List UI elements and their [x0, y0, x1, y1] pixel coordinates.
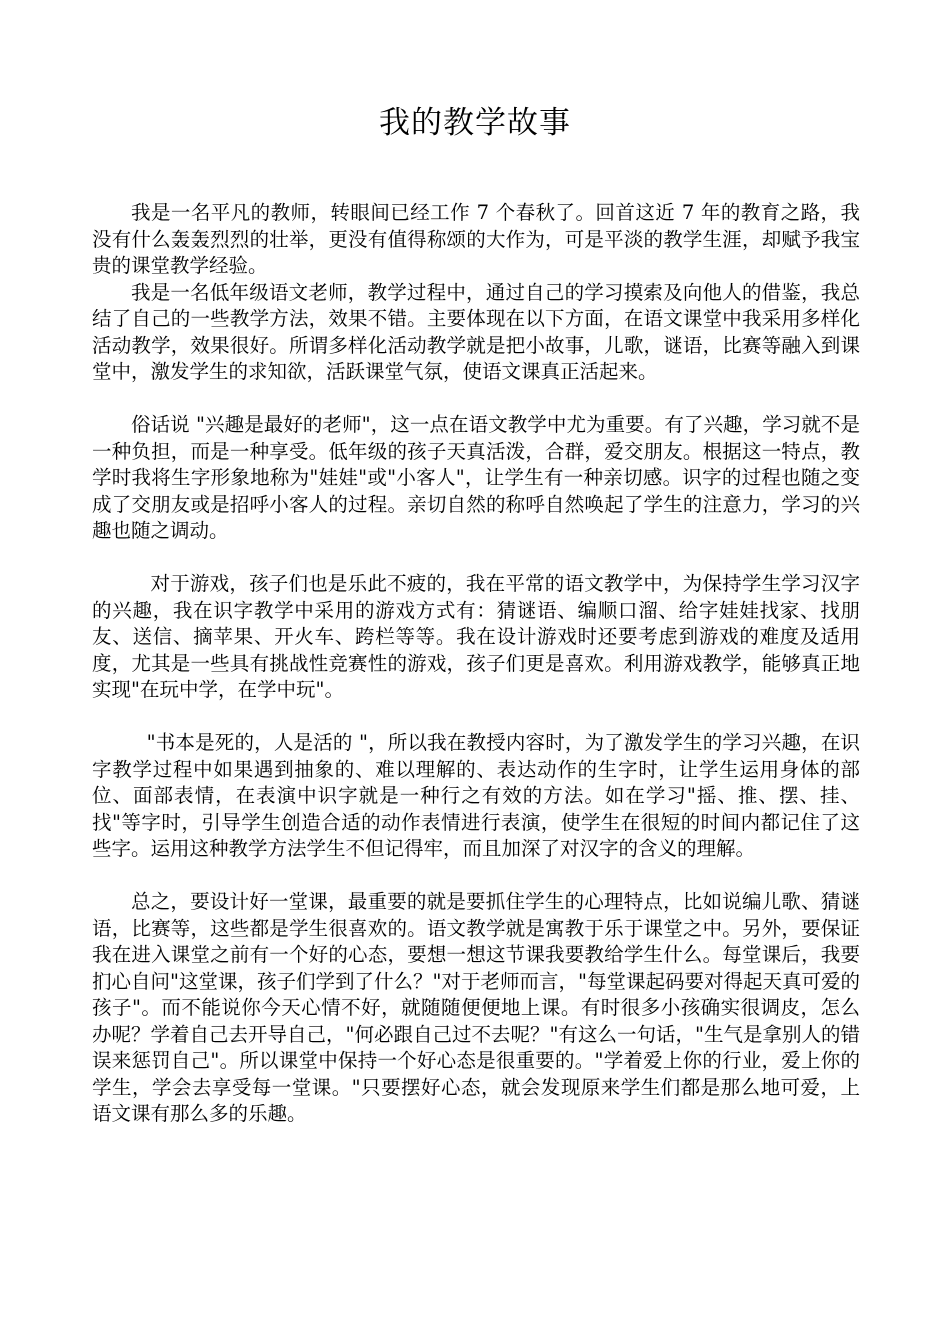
paragraph-methods: 我是一名低年级语文老师，教学过程中，通过自己的学习摸索及向他人的借鉴，我总结了自己的一些教学方法，效果不错。主要体现在以下方面，在语文课堂中我采用多样化活动教学，效果很好。所谓多样化活动教学就是把小故事，儿歌，谜语，比赛等融入到课堂中，激发学生的求知欲，活跃课堂气氛，使语文课真正活起来。 [92, 280, 860, 383]
paragraph-performance: "书本是死的，人是活的 "，所以我在教授内容时，为了激发学生的学习兴趣，在识字教学过程中如果遇到抽象的、难以理解的、表达动作的生字时，让学生运用身体的部位、面部表情，在表演中识字就是一种行之有效的方法。如在学习"摇、推、摆、挂、找"等字时，引导学生创造合适的动作表情进行表演，使学生在很短的时间内都记住了这些字。运用这种教学方法学生不但记得牢，而且加深了对汉字的含义的理解。 [92, 731, 860, 860]
document-title: 我的教学故事 [379, 105, 571, 141]
paragraph-conclusion: 总之，要设计好一堂课，最重要的就是要抓住学生的心理特点，比如说编儿歌、猜谜语，比赛等，这些都是学生很喜欢的。语文教学就是寓教于乐于课堂之中。另外，要保证我在进入课堂之前有一个好的心态，要想一想这节课我要教给学生什么。每堂课后，我要扪心自问"这堂课，孩子们学到了什么？"对于老师而言，"每堂课起码要对得起天真可爱的孩子"。而不能说你今天心情不好，就随随便便地上课。有时很多小孩确实很调皮，怎么办呢？学着自己去开导自己，"何必跟自己过不去呢？"有这么一句话，"生气是拿别人的错误来惩罚自己"。所以课堂中保持一个好心态是很重要的。"学着爱上你的行业，爱上你的学生，学会去享受每一堂课。"只要摆好心态，就会发现原来学生们都是那么地可爱，上语文课有那么多的乐趣。 [92, 890, 860, 1125]
paragraph-intro: 我是一名平凡的教师，转眼间已经工作 7 个春秋了。回首这近 7 年的教育之路，我没有什么轰轰烈烈的壮举，更没有值得称颂的大作为，可是平淡的教学生涯，却赋予我宝贵的课堂教学经验。 [92, 201, 860, 277]
paragraph-games: 对于游戏，孩子们也是乐此不疲的，我在平常的语文教学中，为保持学生学习汉字的兴趣，我在识字教学中采用的游戏方式有：猜谜语、编顺口溜、给字娃娃找家、找朋友、送信、摘苹果、开火车、跨栏等等。我在设计游戏时还要考虑到游戏的难度及适用度，尤其是一些具有挑战性竞赛性的游戏，孩子们更是喜欢。利用游戏教学，能够真正地实现"在玩中学，在学中玩"。 [92, 572, 860, 701]
document-body [92, 200, 860, 1128]
paragraph-interest: 俗话说 "兴趣是最好的老师"，这一点在语文教学中尤为重要。有了兴趣，学习就不是一种负担，而是一种享受。低年级的孩子天真活泼，合群，爱交朋友。根据这一特点，教学时我将生字形象地称为"娃娃"或"小客人"，让学生有一种亲切感。识字的过程也随之变成了交朋友或是招呼小客人的过程。亲切自然的称呼自然唤起了学生的注意力，学习的兴趣也随之调动。 [92, 413, 860, 542]
